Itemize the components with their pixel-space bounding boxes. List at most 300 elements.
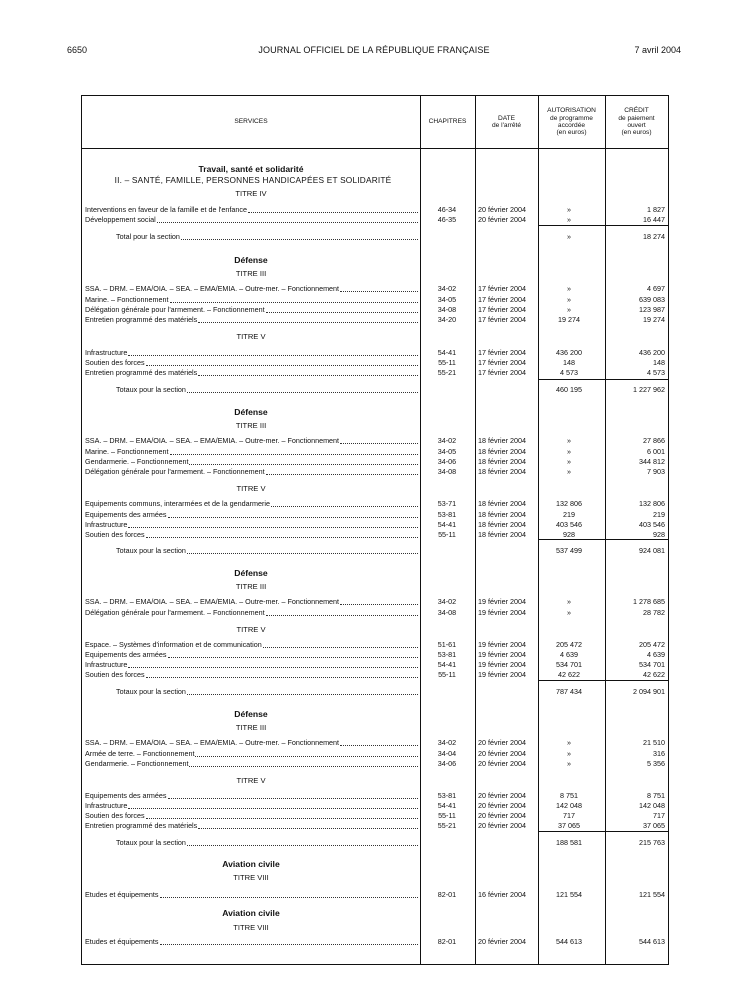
row-label-text: Gendarmerie. – Fonctionnement <box>85 457 189 466</box>
row-label-text: Entretien programmé des matériels <box>85 821 198 830</box>
titre-heading: TITRE III <box>235 421 267 430</box>
table-row <box>82 890 668 900</box>
chapitre-cell: 55-11 <box>438 811 456 820</box>
row-label <box>85 801 419 811</box>
col-header-credit-line2: de paiement <box>618 114 655 122</box>
autorisation-cell: » <box>567 284 571 293</box>
dot-leader <box>340 738 418 746</box>
total-rule <box>538 680 668 681</box>
chapitre-cell: 34-02 <box>437 284 457 293</box>
autorisation-cell: 436 200 <box>556 348 582 357</box>
table-row <box>82 520 668 530</box>
row-label <box>85 510 419 520</box>
col-header-services <box>82 100 420 144</box>
decree-table <box>81 95 669 965</box>
chapitre-cell: 34-05 <box>437 295 457 304</box>
credit-cell: 639 083 <box>639 295 665 304</box>
total-rule <box>538 379 668 380</box>
page-number: 6650 <box>67 45 88 55</box>
row-label <box>85 305 419 315</box>
autorisation-cell: 717 <box>563 811 575 820</box>
credit-cell: 5 356 <box>647 759 665 768</box>
date-cell: 17 février 2004 <box>478 348 526 357</box>
chapitre-cell: 34-20 <box>437 315 457 324</box>
row-label-text: Totaux pour la section <box>116 687 186 696</box>
date-cell: 19 février 2004 <box>478 660 526 669</box>
chapitre-cell: 34-02 <box>437 738 457 747</box>
credit-cell: 436 200 <box>639 348 665 357</box>
date-cell: 18 février 2004 <box>478 510 526 519</box>
credit-cell: 534 701 <box>639 660 665 669</box>
dot-leader <box>146 358 418 366</box>
chapitre-cell: 51-61 <box>437 640 457 649</box>
col-header-services-label: SERVICES <box>234 118 268 126</box>
row-label <box>85 436 419 446</box>
dot-leader <box>128 520 418 528</box>
chapitre-cell: 46-34 <box>437 205 457 214</box>
dot-leader <box>146 530 418 538</box>
chapitre-cell: 55-11 <box>438 358 456 367</box>
dot-leader <box>128 801 418 809</box>
credit-cell: 7 903 <box>647 467 665 476</box>
credit-cell: 544 613 <box>639 937 665 946</box>
table-row <box>82 640 668 650</box>
chapitre-cell: 34-08 <box>437 467 457 476</box>
col-header-date-line1: DATE <box>497 114 516 122</box>
titre-heading: TITRE VIII <box>233 873 269 882</box>
autorisation-cell: 205 472 <box>556 640 582 649</box>
date-cell: 16 février 2004 <box>478 890 526 899</box>
row-label-text: Délégation générale pour l'armement. – Fonctionnement <box>85 608 265 617</box>
table-row <box>82 205 668 215</box>
col-header-credit-line4: (en euros) <box>621 129 652 137</box>
date-cell: 18 février 2004 <box>478 447 526 456</box>
chapitre-cell: 34-04 <box>437 749 457 758</box>
autorisation-cell: » <box>567 457 571 466</box>
row-label <box>85 890 419 900</box>
row-label <box>85 358 419 368</box>
col-header-date <box>475 100 538 144</box>
date-cell: 19 février 2004 <box>478 670 526 679</box>
row-label-text: SSA. – DRM. – EMA/OIA. – SEA. – EMA/EMIA. – Outre-mer. – Fonctionnement <box>85 597 340 606</box>
row-label <box>85 530 419 540</box>
row-label <box>85 670 419 680</box>
dot-leader <box>157 215 418 223</box>
autorisation-cell: » <box>567 738 571 747</box>
row-label-text: Equipements communs, interarmées et de la gendarmerie <box>85 499 270 508</box>
date-cell: 18 février 2004 <box>478 520 526 529</box>
credit-cell: 132 806 <box>639 499 665 508</box>
row-label <box>85 791 419 801</box>
total-rule <box>538 831 668 832</box>
row-label <box>85 821 419 831</box>
dot-leader <box>189 457 418 465</box>
date-cell: 17 février 2004 <box>478 358 526 367</box>
credit-cell: 148 <box>653 358 665 367</box>
row-label <box>85 368 419 378</box>
dot-leader <box>146 811 418 819</box>
credit-cell: 27 866 <box>643 436 665 445</box>
table-row <box>82 738 668 748</box>
total-row <box>82 385 668 395</box>
row-label-text: Espace. – Systèmes d'information et de communication <box>85 640 262 649</box>
chapitre-cell: 54-41 <box>437 520 457 529</box>
titre-heading: TITRE VIII <box>233 923 269 932</box>
titre-heading: TITRE III <box>235 269 267 278</box>
total-autorisation-cell: » <box>567 232 571 241</box>
total-row <box>82 232 668 242</box>
total-row <box>82 687 668 697</box>
table-row <box>82 510 668 520</box>
credit-cell: 37 065 <box>643 821 665 830</box>
section-title: Aviation civile <box>222 908 280 918</box>
row-label <box>85 215 419 225</box>
row-label-text: Marine. – Fonctionnement <box>85 295 169 304</box>
col-header-autorisation <box>538 100 605 144</box>
row-label-text: Infrastructure <box>85 520 128 529</box>
dot-leader <box>271 499 418 507</box>
row-label <box>85 520 419 530</box>
titre-heading: TITRE III <box>235 582 267 591</box>
row-label-text: Etudes et équipements <box>85 937 159 946</box>
dot-leader <box>266 608 418 616</box>
autorisation-cell: » <box>567 597 571 606</box>
dot-leader <box>263 640 418 648</box>
table-row <box>82 597 668 607</box>
date-cell: 18 février 2004 <box>478 530 526 539</box>
total-rule <box>538 225 668 226</box>
autorisation-cell: » <box>567 205 571 214</box>
dot-leader <box>187 687 418 695</box>
col-header-auto-line3: accordée <box>557 122 586 129</box>
credit-cell: 205 472 <box>639 640 665 649</box>
row-label <box>85 597 419 607</box>
chapitre-cell: 34-06 <box>437 457 457 466</box>
dot-leader <box>146 670 418 678</box>
credit-cell: 19 274 <box>643 315 665 324</box>
row-label <box>116 232 419 242</box>
row-label-text: Equipements des armées <box>85 650 167 659</box>
row-label <box>85 738 419 748</box>
credit-cell: 121 554 <box>639 890 665 899</box>
chapitre-cell: 34-06 <box>437 759 457 768</box>
section-title: Défense <box>234 709 268 719</box>
total-autorisation-cell: 460 195 <box>556 385 582 394</box>
row-label-text: Soutien des forces <box>85 530 145 539</box>
row-label-text: Délégation générale pour l'armement. – Fonctionnement <box>85 467 265 476</box>
date-cell: 20 février 2004 <box>478 205 526 214</box>
chapitre-cell: 54-41 <box>437 348 457 357</box>
date-cell: 20 février 2004 <box>478 801 526 810</box>
credit-cell: 403 546 <box>639 520 665 529</box>
autorisation-cell: » <box>567 447 571 456</box>
credit-cell: 28 782 <box>643 608 665 617</box>
row-label <box>85 650 419 660</box>
dot-leader <box>160 937 418 945</box>
date-cell: 17 février 2004 <box>478 368 526 377</box>
date-cell: 20 février 2004 <box>478 811 526 820</box>
total-credit-cell: 924 081 <box>639 546 665 555</box>
credit-cell: 21 510 <box>643 738 665 747</box>
row-label <box>116 546 419 556</box>
table-row <box>82 759 668 769</box>
dot-leader <box>168 510 418 518</box>
dot-leader <box>340 436 418 444</box>
titre-heading: TITRE V <box>236 776 266 785</box>
dot-leader <box>181 232 418 240</box>
col-header-auto-line4: (en euros) <box>556 129 587 137</box>
section-title: Défense <box>234 568 268 578</box>
section-subtitle: II. – SANTÉ, FAMILLE, PERSONNES HANDICAPÉES ET SOLIDARITÉ <box>114 175 392 185</box>
row-label-text: Entretien programmé des matériels <box>85 315 198 324</box>
date-cell: 17 février 2004 <box>478 315 526 324</box>
date-cell: 20 février 2004 <box>478 791 526 800</box>
dot-leader <box>248 205 418 213</box>
table-row <box>82 821 668 831</box>
row-label <box>85 660 419 670</box>
chapitre-cell: 34-02 <box>437 436 457 445</box>
date-cell: 19 février 2004 <box>478 650 526 659</box>
autorisation-cell: » <box>567 749 571 758</box>
total-autorisation-cell: 537 499 <box>556 546 582 555</box>
dot-leader <box>187 385 418 393</box>
section-title: Défense <box>234 407 268 417</box>
col-header-credit-line1: CRÉDIT <box>624 107 649 115</box>
dot-leader <box>187 546 418 554</box>
chapitre-cell: 54-41 <box>437 801 457 810</box>
table-row <box>82 457 668 467</box>
row-label-text: SSA. – DRM. – EMA/OIA. – SEA. – EMA/EMIA. – Outre-mer. – Fonctionnement <box>85 738 340 747</box>
total-credit-cell: 1 227 962 <box>633 385 665 394</box>
col-header-chapitres-label: CHAPITRES <box>428 118 467 126</box>
autorisation-cell: » <box>567 305 571 314</box>
autorisation-cell: » <box>567 467 571 476</box>
date-cell: 20 février 2004 <box>478 937 526 946</box>
dot-leader <box>128 348 418 356</box>
row-label-text: Equipements des armées <box>85 791 167 800</box>
dot-leader <box>128 660 418 668</box>
row-label-text: Totaux pour la section <box>116 546 186 555</box>
row-label-text: Entretien programmé des matériels <box>85 368 198 377</box>
dot-leader <box>198 821 418 829</box>
total-rule <box>538 539 668 540</box>
chapitre-cell: 53-81 <box>437 791 457 800</box>
row-label <box>85 640 419 650</box>
autorisation-cell: 403 546 <box>556 520 582 529</box>
table-row <box>82 660 668 670</box>
total-autorisation-cell: 787 434 <box>556 687 582 696</box>
row-label <box>85 937 419 947</box>
row-label-text: Totaux pour la section <box>116 385 186 394</box>
total-credit-cell: 2 094 901 <box>633 687 665 696</box>
row-label-text: Armée de terre. – Fonctionnement <box>85 749 195 758</box>
row-label-text: Etudes et équipements <box>85 890 159 899</box>
credit-cell: 6 001 <box>647 447 665 456</box>
credit-cell: 123 987 <box>639 305 665 314</box>
date-cell: 18 février 2004 <box>478 436 526 445</box>
dot-leader <box>266 305 418 313</box>
table-row <box>82 447 668 457</box>
dot-leader <box>168 650 418 658</box>
row-label <box>116 687 419 697</box>
col-header-credit <box>605 100 668 144</box>
table-row <box>82 315 668 325</box>
chapitre-cell: 34-02 <box>437 597 457 606</box>
credit-cell: 928 <box>653 530 665 539</box>
row-label-text: Total pour la section <box>116 232 180 241</box>
total-autorisation-cell: 188 581 <box>556 838 582 847</box>
table-row <box>82 348 668 358</box>
total-row <box>82 838 668 848</box>
chapitre-cell: 53-81 <box>437 650 457 659</box>
date-cell: 18 février 2004 <box>478 457 526 466</box>
autorisation-cell: 132 806 <box>556 499 582 508</box>
autorisation-cell: 19 274 <box>558 315 580 324</box>
chapitre-cell: 53-71 <box>437 499 457 508</box>
autorisation-cell: 928 <box>563 530 575 539</box>
table-body <box>82 149 668 964</box>
titre-heading: TITRE III <box>235 723 267 732</box>
credit-cell: 4 573 <box>647 368 665 377</box>
autorisation-cell: 4 573 <box>560 368 578 377</box>
chapitre-cell: 55-11 <box>438 670 456 679</box>
row-label-text: Infrastructure <box>85 801 128 810</box>
row-label <box>85 348 419 358</box>
autorisation-cell: » <box>567 295 571 304</box>
row-label-text: Totaux pour la section <box>116 838 186 847</box>
chapitre-cell: 34-05 <box>437 447 457 456</box>
autorisation-cell: 37 065 <box>558 821 580 830</box>
total-credit-cell: 18 274 <box>643 232 665 241</box>
table-row <box>82 937 668 947</box>
credit-cell: 142 048 <box>639 801 665 810</box>
autorisation-cell: 142 048 <box>556 801 582 810</box>
credit-cell: 219 <box>653 510 665 519</box>
chapitre-cell: 82-01 <box>437 890 457 899</box>
table-row <box>82 215 668 225</box>
credit-cell: 4 697 <box>647 284 665 293</box>
journal-title: JOURNAL OFFICIEL DE LA RÉPUBLIQUE FRANÇAISE <box>258 45 490 55</box>
autorisation-cell: 534 701 <box>556 660 582 669</box>
row-label <box>85 295 419 305</box>
row-label <box>85 467 419 477</box>
dot-leader <box>198 368 418 376</box>
credit-cell: 42 622 <box>643 670 665 679</box>
row-label-text: Gendarmerie. – Fonctionnement <box>85 759 189 768</box>
table-row <box>82 499 668 509</box>
table-row <box>82 650 668 660</box>
table-row <box>82 436 668 446</box>
table-row <box>82 358 668 368</box>
row-label <box>85 749 419 759</box>
credit-cell: 4 639 <box>647 650 665 659</box>
row-label <box>116 385 419 395</box>
date-cell: 19 février 2004 <box>478 597 526 606</box>
chapitre-cell: 54-41 <box>437 660 457 669</box>
row-label-text: Equipements des armées <box>85 510 167 519</box>
chapitre-cell: 82-01 <box>437 937 457 946</box>
dot-leader <box>189 759 418 767</box>
date-cell: 18 février 2004 <box>478 467 526 476</box>
table-row <box>82 811 668 821</box>
row-label <box>85 499 419 509</box>
autorisation-cell: » <box>567 759 571 768</box>
autorisation-cell: » <box>567 215 571 224</box>
credit-cell: 717 <box>653 811 665 820</box>
row-label <box>116 838 419 848</box>
credit-cell: 1 827 <box>647 205 665 214</box>
date-cell: 19 février 2004 <box>478 640 526 649</box>
date-cell: 20 février 2004 <box>478 738 526 747</box>
credit-cell: 344 812 <box>639 457 665 466</box>
row-label-text: Soutien des forces <box>85 358 145 367</box>
autorisation-cell: 121 554 <box>556 890 582 899</box>
date-cell: 17 février 2004 <box>478 284 526 293</box>
col-header-credit-line3: ouvert <box>627 122 646 129</box>
date-cell: 17 février 2004 <box>478 295 526 304</box>
row-label-text: Développement social <box>85 215 156 224</box>
autorisation-cell: 544 613 <box>556 937 582 946</box>
row-label-text: Interventions en faveur de la famille et de l'enfance <box>85 205 247 214</box>
row-label-text: Soutien des forces <box>85 811 145 820</box>
chapitre-cell: 55-11 <box>438 530 456 539</box>
titre-heading: TITRE IV <box>235 189 267 198</box>
dot-leader <box>266 467 418 475</box>
row-label-text: Infrastructure <box>85 348 128 357</box>
chapitre-cell: 34-08 <box>437 305 457 314</box>
section-title: Défense <box>234 255 268 265</box>
table-row <box>82 467 668 477</box>
credit-cell: 316 <box>653 749 665 758</box>
autorisation-cell: » <box>567 608 571 617</box>
col-header-auto-line2: de programme <box>550 114 593 122</box>
autorisation-cell: 148 <box>563 358 575 367</box>
chapitre-cell: 55-21 <box>437 368 457 377</box>
date-cell: 18 février 2004 <box>478 499 526 508</box>
total-row <box>82 546 668 556</box>
row-label-text: Délégation générale pour l'armement. – Fonctionnement <box>85 305 265 314</box>
chapitre-cell: 46-35 <box>437 215 457 224</box>
table-row <box>82 749 668 759</box>
row-label <box>85 608 419 618</box>
dot-leader <box>170 295 419 303</box>
row-label-text: SSA. – DRM. – EMA/OIA. – SEA. – EMA/EMIA. – Outre-mer. – Fonctionnement <box>85 436 340 445</box>
col-header-auto-line1: AUTORISATION <box>547 107 596 115</box>
autorisation-cell: 42 622 <box>558 670 580 679</box>
table-row <box>82 305 668 315</box>
row-label <box>85 205 419 215</box>
row-label <box>85 447 419 457</box>
credit-cell: 8 751 <box>647 791 665 800</box>
section-title: Travail, santé et solidarité <box>198 164 304 174</box>
total-credit-cell: 215 763 <box>639 838 665 847</box>
row-label <box>85 759 419 769</box>
date-cell: 20 février 2004 <box>478 749 526 758</box>
row-label-text: SSA. – DRM. – EMA/OIA. – SEA. – EMA/EMIA. – Outre-mer. – Fonctionnement <box>85 284 340 293</box>
table-row <box>82 284 668 294</box>
chapitre-cell: 55-21 <box>437 821 457 830</box>
dot-leader <box>187 838 418 846</box>
titre-heading: TITRE V <box>236 625 266 634</box>
date-cell: 20 février 2004 <box>478 215 526 224</box>
dot-leader <box>160 890 418 898</box>
autorisation-cell: 219 <box>563 510 575 519</box>
row-label <box>85 811 419 821</box>
col-header-chapitres <box>420 100 475 144</box>
credit-cell: 16 447 <box>643 215 665 224</box>
row-label-text: Soutien des forces <box>85 670 145 679</box>
issue-date: 7 avril 2004 <box>634 45 681 55</box>
